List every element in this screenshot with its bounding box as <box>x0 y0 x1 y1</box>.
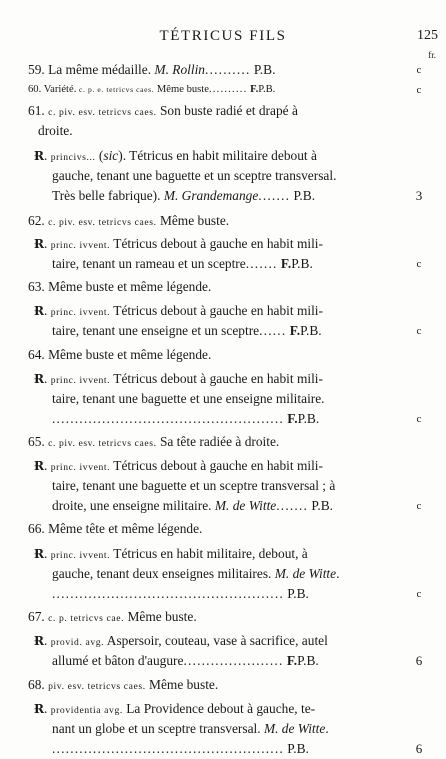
entry-text <box>34 699 315 721</box>
entry-line <box>0 101 446 121</box>
text-run: gauche, tenant deux enseignes militaires. <box>52 566 275 581</box>
text-run: Même buste. <box>145 677 219 692</box>
text-run: 60. Variété. <box>28 84 79 95</box>
reverse-symbol: Ɍ <box>34 237 45 251</box>
entry-line <box>0 519 446 539</box>
text-run: Tétricus debout à gauche en habit mili- <box>110 371 323 386</box>
running-title: TÉTRICUS FILS <box>159 28 287 44</box>
entry-line <box>0 564 446 584</box>
entry-line <box>0 146 446 166</box>
entry-text <box>52 254 313 274</box>
text-run: 67. <box>28 609 49 624</box>
entry-text <box>34 369 323 391</box>
leader-dots: ...... <box>259 323 287 338</box>
entry-text <box>28 519 202 539</box>
reverse-symbol: Ɍ <box>34 149 45 163</box>
entry-text <box>28 345 211 365</box>
coin-legend: princ. ivvent. <box>50 240 111 251</box>
text-run: Même buste. <box>156 213 230 228</box>
text-run: taire, tenant une baguette et un sceptre transversal ; à <box>52 478 336 493</box>
text-run: P.B. <box>250 62 276 77</box>
coin-legend: c. p. e. tetricvs caes. <box>79 85 155 94</box>
entry-text <box>52 321 322 341</box>
entry-text <box>52 651 319 671</box>
entry-line <box>0 234 446 254</box>
collection-name: M. de Witte <box>214 498 277 513</box>
leader-dots: ................................................... <box>52 741 284 756</box>
entry-line <box>0 432 446 452</box>
text-run: Aspersoir, couteau, vase à sacrifice, autel <box>104 633 328 648</box>
entry-text <box>34 631 328 653</box>
entry-line <box>0 584 446 604</box>
entry-line <box>0 409 446 429</box>
text-run: P.B. <box>297 653 319 668</box>
collection-name: M. Grandemange <box>163 188 259 203</box>
entry-text <box>52 496 333 516</box>
entry-line <box>0 345 446 365</box>
entry-line <box>0 699 446 719</box>
text-run: taire, tenant une enseigne et un sceptre <box>52 323 260 338</box>
rarity-value: c <box>416 413 422 425</box>
text-run: gauche, tenant une baguette et un sceptre transversal. <box>52 168 337 183</box>
size-bold-prefix: F. <box>280 256 292 271</box>
text-run: . <box>44 236 51 251</box>
entry-line <box>0 651 446 671</box>
entry-text <box>28 432 279 454</box>
text-run: . <box>44 303 51 318</box>
entry-line <box>0 369 446 389</box>
text-run: droite. <box>38 123 73 138</box>
coin-legend: princ. ivvent. <box>50 375 111 386</box>
entry-text <box>28 101 298 123</box>
text-run: allumé et bâton d'augure <box>52 653 184 668</box>
entry-text <box>34 456 323 478</box>
text-run: P.B. <box>283 586 309 601</box>
entry-text <box>52 584 309 604</box>
entry-text <box>28 675 218 697</box>
page-number: 125 <box>417 28 438 43</box>
text-run: La Providence debout à gauche, te- <box>122 701 316 716</box>
entry-text <box>52 186 315 206</box>
coin-legend: princ. ivvent. <box>50 307 111 318</box>
text-run: droite, une enseigne militaire. <box>52 498 215 513</box>
rarity-value: c <box>416 84 422 96</box>
text-run: 61. <box>28 103 49 118</box>
entry-text <box>52 739 309 759</box>
coin-legend: c. piv. esv. tetricvs caes. <box>48 217 157 228</box>
text-run: 63. Même buste et même légende. <box>28 279 212 294</box>
entry-line <box>0 719 446 739</box>
reverse-symbol: Ɍ <box>34 634 45 648</box>
entry-text <box>52 564 339 584</box>
entry-line <box>0 476 446 496</box>
text-run: P.B. <box>297 411 320 426</box>
leader-dots: ....... <box>258 188 291 203</box>
text-run: P.B. <box>283 741 309 756</box>
text-run: . <box>325 721 329 736</box>
text-run: Son buste radié et drapé à <box>156 103 298 118</box>
entry-line <box>0 321 446 341</box>
rarity-unit-label: fr. <box>428 50 436 60</box>
rarity-value: 3 <box>415 188 423 203</box>
text-run: Très belle fabrique). <box>52 188 164 203</box>
rarity-value: c <box>416 258 422 270</box>
text-run: Même buste. <box>124 609 197 624</box>
text-run: P.B. <box>290 188 316 203</box>
text-run: P.B. <box>308 498 334 513</box>
text-run: Tétricus debout à gauche en habit mili- <box>110 458 323 473</box>
collection-name: M. Rollin <box>154 62 206 77</box>
entry-line <box>0 456 446 476</box>
reverse-symbol: Ɍ <box>34 459 45 473</box>
text-run: . <box>44 701 51 716</box>
coin-legend: princ. ivvent. <box>50 462 111 473</box>
leader-dots: ................................................... <box>52 586 284 601</box>
entry-text <box>52 166 336 186</box>
size-bold-prefix: F. <box>287 411 298 426</box>
leader-dots: .......... <box>205 62 251 77</box>
size-bold-prefix: F. <box>289 323 301 338</box>
text-run: 68. <box>28 677 49 692</box>
entry-line <box>0 60 446 80</box>
entry-line <box>0 254 446 274</box>
entry-text <box>52 409 319 429</box>
entry-text <box>34 544 308 566</box>
rarity-value: 6 <box>415 653 423 668</box>
coin-legend: c. piv. esv. tetricvs caes. <box>48 107 157 118</box>
entry-line <box>0 121 446 141</box>
text-run: . <box>44 371 51 386</box>
entry-line <box>0 607 446 627</box>
entry-line <box>0 739 446 759</box>
entry-text <box>28 211 229 233</box>
leader-dots: ................................................... <box>52 411 284 426</box>
entry-line <box>0 389 446 409</box>
reverse-symbol: Ɍ <box>34 304 45 318</box>
text-run: . <box>44 458 51 473</box>
rarity-value: c <box>416 588 422 600</box>
entry-line <box>0 186 446 206</box>
entry-line <box>0 80 446 100</box>
size-bold-prefix: F. <box>250 84 259 95</box>
entry-line <box>0 675 446 695</box>
size-bold-prefix: F. <box>286 653 298 668</box>
text-run: ). Tétricus en habit militaire debout à <box>118 148 317 163</box>
rarity-value: c <box>416 64 422 76</box>
text-run: 65. <box>28 434 49 449</box>
reverse-symbol: Ɍ <box>34 702 45 716</box>
text-run: Même buste <box>154 84 209 95</box>
entry-line <box>0 496 446 516</box>
rarity-value: c <box>416 325 422 337</box>
entry-line <box>0 631 446 651</box>
reverse-symbol: Ɍ <box>34 372 45 386</box>
text-run: . <box>44 546 51 561</box>
coin-legend: c. piv. esv. tetricvs caes. <box>48 438 157 449</box>
coin-legend: providentia avg. <box>50 705 123 716</box>
text-run: Sa tête radiée à droite. <box>156 434 280 449</box>
text-run: 59. La même médaille. <box>28 62 155 77</box>
reverse-symbol: Ɍ <box>34 547 45 561</box>
text-run: taire, tenant un rameau et un sceptre <box>52 256 246 271</box>
entry-text <box>28 80 275 100</box>
rarity-value: 6 <box>415 741 423 756</box>
entry-line <box>0 166 446 186</box>
collection-name: M. de Witte <box>263 721 326 736</box>
text-run: . <box>44 633 51 648</box>
leader-dots: ...................... <box>183 653 284 668</box>
text-run: P.B. <box>258 84 276 95</box>
entry-line <box>0 277 446 297</box>
entry-text <box>28 607 197 629</box>
text-run: Tétricus debout à gauche en habit mili- <box>110 236 323 251</box>
coin-legend: c. p. tetricvs cae. <box>48 613 125 624</box>
text-run: . <box>336 566 340 581</box>
text-run: taire, tenant une baguette et une enseigne militaire. <box>52 391 325 406</box>
entry-text <box>34 234 323 256</box>
coin-legend: piv. esv. tetricvs caes. <box>48 681 146 692</box>
entry-line <box>0 544 446 564</box>
text-run: nant un globe et un sceptre transversal. <box>52 721 264 736</box>
text-run: 66. Même tête et même légende. <box>28 521 203 536</box>
coin-legend: princ. ivvent. <box>50 550 111 561</box>
entry-line <box>0 211 446 231</box>
collection-name: M. de Witte <box>274 566 337 581</box>
coin-legend: provid. avg. <box>50 637 105 648</box>
text-run: . <box>44 148 51 163</box>
text-run: Tétricus en habit militaire, debout, à <box>110 546 308 561</box>
entry-text <box>52 389 325 409</box>
entry-text <box>38 121 73 141</box>
entry-text <box>34 301 323 323</box>
text-run: ( <box>95 148 104 163</box>
leader-dots: .......... <box>208 84 248 95</box>
entry-text <box>52 476 335 496</box>
entry-text <box>28 60 275 80</box>
leader-dots: ....... <box>245 256 278 271</box>
entry-text <box>28 277 211 297</box>
text-run: Tétricus debout à gauche en habit mili- <box>110 303 323 318</box>
rarity-value: c <box>416 500 422 512</box>
entry-line <box>0 301 446 321</box>
text-run: 62. <box>28 213 49 228</box>
entry-text <box>34 146 317 168</box>
entry-text <box>52 719 329 739</box>
coin-legend: princivs... <box>50 152 96 163</box>
text-run: 64. Même buste et même légende. <box>28 347 212 362</box>
collection-name: sic <box>103 148 119 163</box>
text-run: P.B. <box>300 323 322 338</box>
leader-dots: ....... <box>276 498 309 513</box>
text-run: P.B. <box>291 256 313 271</box>
